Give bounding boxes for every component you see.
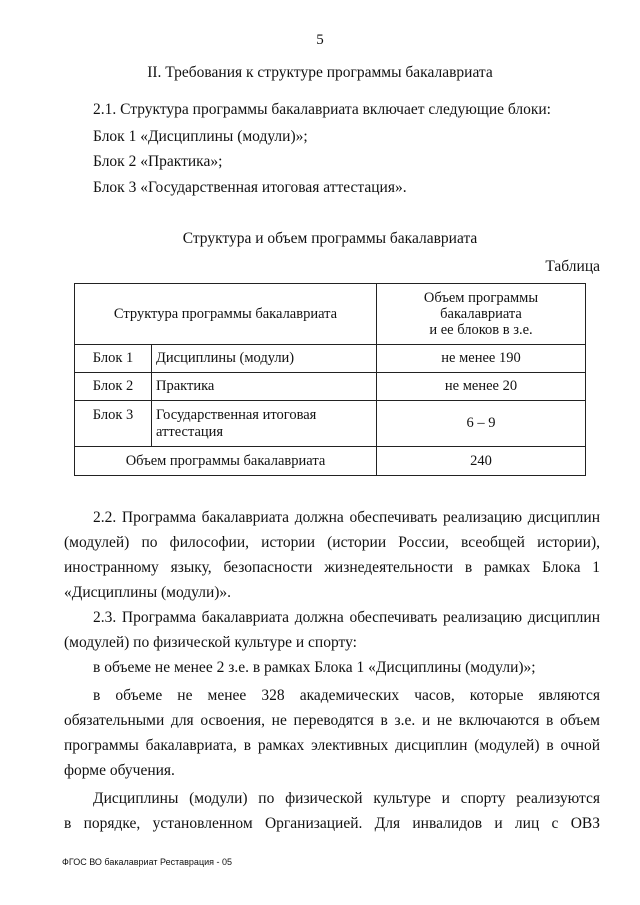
para-2-2-line-1: 2.2. Программа бакалавриата должна обеспечивать реализацию дисциплин: [93, 509, 600, 526]
block-list-item-2: Блок 2 «Практика»;: [93, 153, 223, 170]
para-hours-line-4: форме обучения.: [64, 762, 175, 779]
block-list-item-3: Блок 3 «Государственная итоговая аттестация».: [93, 179, 407, 196]
table-caption: Структура и объем программы бакалавриата: [182, 230, 478, 247]
table-label: Таблица: [545, 258, 600, 275]
para-2-3-line-1: 2.3. Программа бакалавриата должна обеспечивать реализацию дисциплин: [93, 609, 600, 626]
block-list-item-1: Блок 1 «Дисциплины (модули)»;: [93, 128, 308, 145]
header-volume-cell: [377, 284, 586, 345]
row-block-cell: Блок 3: [75, 401, 152, 447]
header-volume-line-3: и ее блоков в з.е.: [429, 322, 533, 338]
intro-line: 2.1. Структура программы бакалавриата включает следующие блоки:: [93, 101, 551, 118]
para-2-2-line-3: иностранному языку, безопасности жизнедеятельности в рамках Блока 1: [64, 559, 600, 576]
para-hours-line-1: в объеме не менее 328 академических часов, которые являются: [93, 687, 600, 704]
table-row: [75, 373, 586, 401]
para-2-2-line-4: «Дисциплины (модули)».: [64, 584, 232, 601]
table-row: [75, 401, 586, 447]
section-title: II. Требования к структуре программы бакалавриата: [147, 64, 493, 81]
para-hours-line-2: обязательными для освоения, не переводятся в з.е. и не включаются в объем: [64, 712, 600, 729]
row-name-cell: Дисциплины (модули): [152, 345, 377, 373]
page-number: 5: [316, 32, 324, 48]
para-disc-line-2: в порядке, установленном Организацией. Для инвалидов и лиц с ОВЗ: [64, 815, 600, 832]
table-header-row: [75, 284, 586, 345]
table-total-row: [75, 447, 586, 476]
header-volume-line-2: бакалавриата: [440, 306, 522, 322]
total-label-cell: Объем программы бакалавриата: [75, 447, 377, 476]
para-hours-line-3: программы бакалавриата, в рамках элективных дисциплин (модулей) в очной: [64, 737, 600, 754]
row-value-cell: 6 – 9: [377, 401, 586, 447]
structure-table: [74, 283, 586, 476]
row-block-cell: Блок 2: [75, 373, 152, 401]
row-block-cell: Блок 1: [75, 345, 152, 373]
para-2-2-line-2: (модулей) по философии, истории (истории России, всеобщей истории),: [64, 534, 600, 551]
row-value-cell: не менее 190: [377, 345, 586, 373]
footer-text: ФГОС ВО бакалавриат Реставрация - 05: [62, 857, 233, 867]
total-value-cell: 240: [377, 447, 586, 476]
table-row: [75, 345, 586, 373]
row-name-cell: Практика: [152, 373, 377, 401]
row-value-cell: не менее 20: [377, 373, 586, 401]
row-name-cell: Государственная итоговая аттестация: [152, 401, 377, 447]
para-disc-line-1: Дисциплины (модули) по физической культуре и спорту реализуются: [93, 790, 600, 807]
para-volume-line: в объеме не менее 2 з.е. в рамках Блока 1 «Дисциплины (модули)»;: [93, 659, 536, 676]
para-2-3-line-2: (модулей) по физической культуре и спорту:: [64, 634, 357, 651]
header-structure-cell: Структура программы бакалавриата: [75, 284, 377, 345]
header-volume-line-1: Объем программы: [423, 290, 539, 306]
